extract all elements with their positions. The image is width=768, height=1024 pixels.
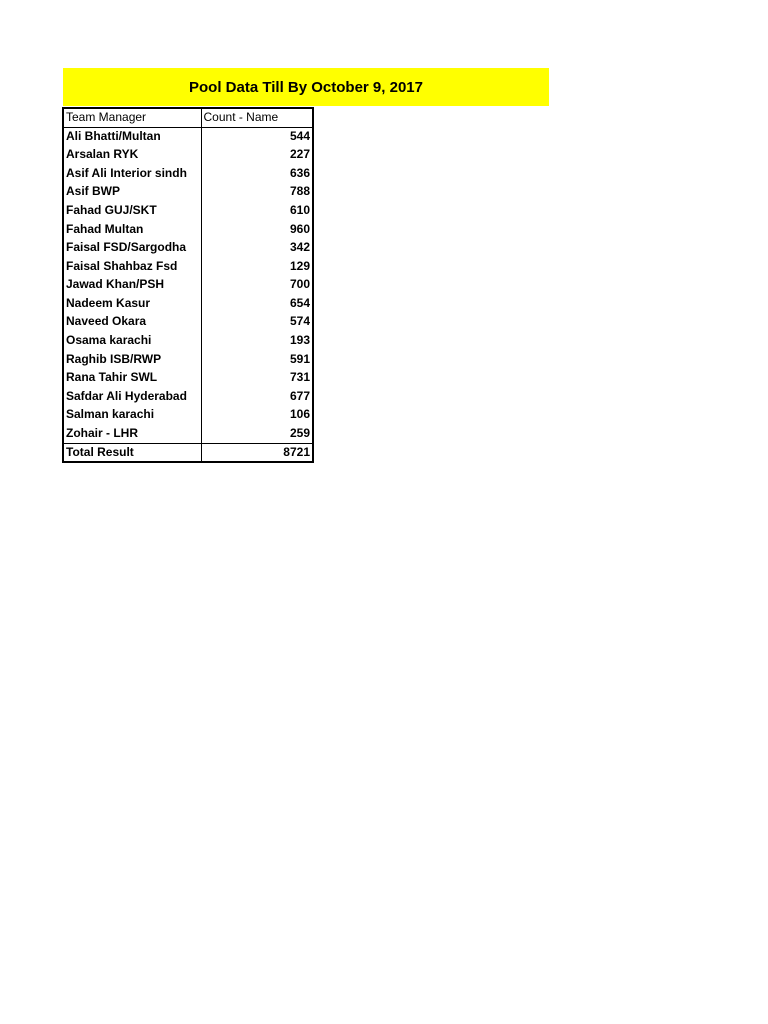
total-count: 8721 (201, 443, 313, 462)
table-row (63, 257, 313, 276)
count-cell: 677 (201, 387, 313, 406)
count-cell: 654 (201, 294, 313, 313)
count-cell: 591 (201, 350, 313, 369)
manager-cell: Asif BWP (63, 183, 201, 202)
manager-cell: Safdar Ali Hyderabad (63, 387, 201, 406)
manager-cell: Nadeem Kasur (63, 294, 201, 313)
manager-cell: Rana Tahir SWL (63, 369, 201, 388)
table-row (63, 350, 313, 369)
manager-cell: Salman karachi (63, 406, 201, 425)
table-row (63, 387, 313, 406)
table-row (63, 332, 313, 351)
table-row (63, 164, 313, 183)
page-title: Pool Data Till By October 9, 2017 (189, 78, 423, 96)
manager-cell: Jawad Khan/PSH (63, 276, 201, 295)
table-row (63, 220, 313, 239)
count-cell: 610 (201, 201, 313, 220)
title-banner (63, 68, 549, 106)
count-cell: 193 (201, 332, 313, 351)
table-row (63, 183, 313, 202)
table-row (63, 127, 313, 146)
manager-cell: Raghib ISB/RWP (63, 350, 201, 369)
table-row (63, 146, 313, 165)
table-row (63, 239, 313, 258)
manager-cell: Arsalan RYK (63, 146, 201, 165)
table-row (63, 425, 313, 444)
table-row (63, 313, 313, 332)
table-row (63, 406, 313, 425)
table-row (63, 369, 313, 388)
manager-cell: Naveed Okara (63, 313, 201, 332)
header-team-manager: Team Manager (63, 108, 201, 127)
count-cell: 544 (201, 127, 313, 146)
table-row (63, 201, 313, 220)
manager-cell: Osama karachi (63, 332, 201, 351)
manager-cell: Faisal Shahbaz Fsd (63, 257, 201, 276)
manager-cell: Zohair - LHR (63, 425, 201, 444)
count-cell: 259 (201, 425, 313, 444)
total-label: Total Result (63, 443, 201, 462)
total-row (63, 443, 313, 462)
count-cell: 106 (201, 406, 313, 425)
count-cell: 129 (201, 257, 313, 276)
count-cell: 227 (201, 146, 313, 165)
manager-cell: Faisal FSD/Sargodha (63, 239, 201, 258)
manager-cell: Ali Bhatti/Multan (63, 127, 201, 146)
count-cell: 342 (201, 239, 313, 258)
count-cell: 788 (201, 183, 313, 202)
count-cell: 731 (201, 369, 313, 388)
count-cell: 636 (201, 164, 313, 183)
table-row (63, 276, 313, 295)
header-count-name: Count - Name (201, 108, 313, 127)
table-row (63, 294, 313, 313)
count-cell: 960 (201, 220, 313, 239)
manager-cell: Asif Ali Interior sindh (63, 164, 201, 183)
count-cell: 700 (201, 276, 313, 295)
table-header-row (63, 108, 313, 127)
pool-data-table (62, 107, 314, 463)
count-cell: 574 (201, 313, 313, 332)
manager-cell: Fahad Multan (63, 220, 201, 239)
manager-cell: Fahad GUJ/SKT (63, 201, 201, 220)
